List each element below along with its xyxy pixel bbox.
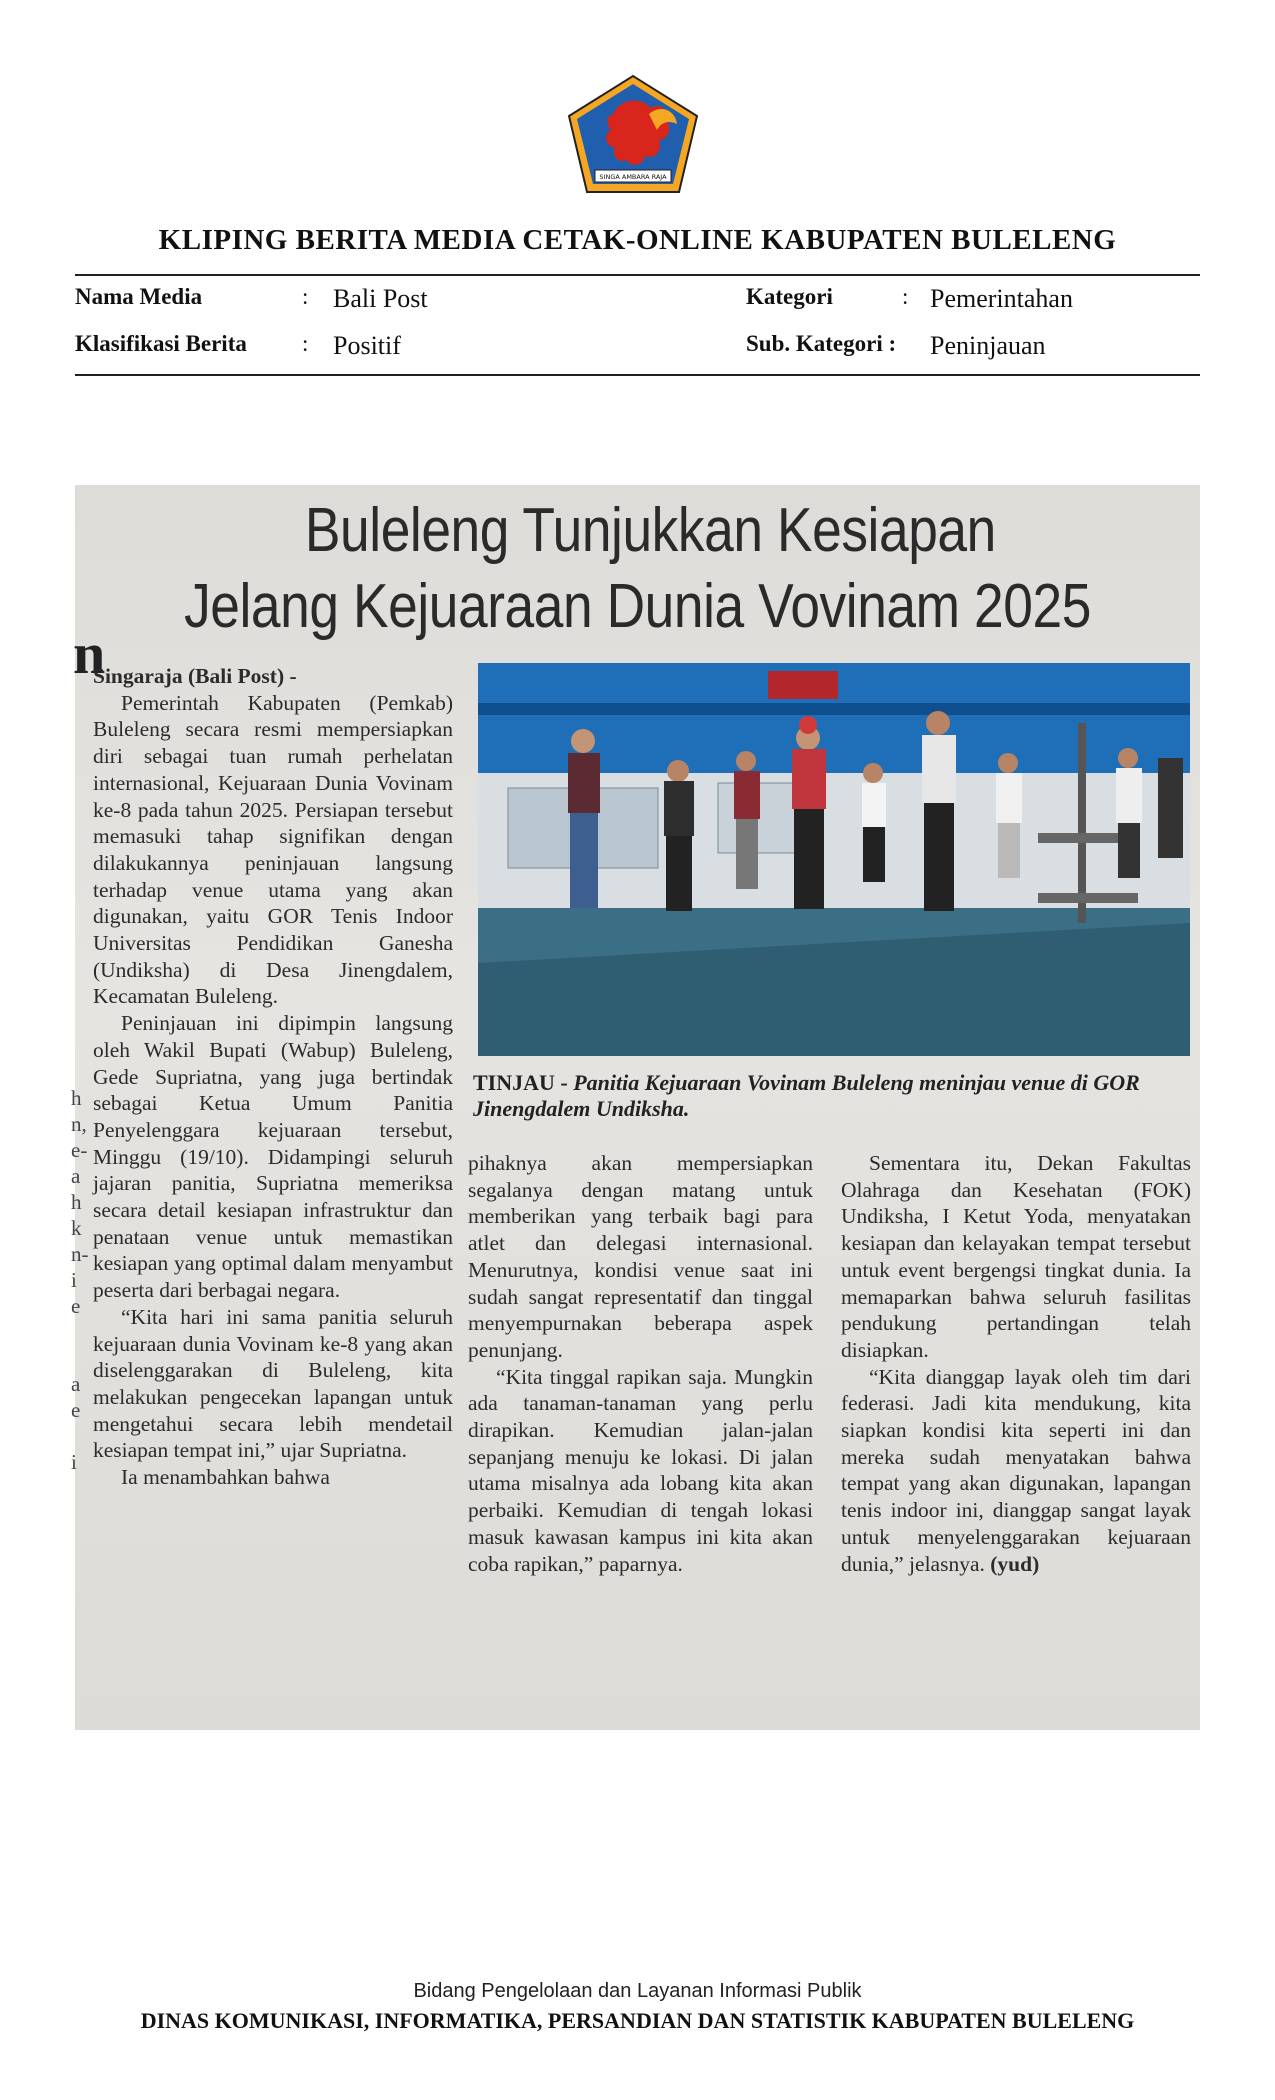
meta-divider — [75, 374, 1200, 376]
paragraph: “Kita dianggap layak oleh tim dari federasi. Jadi kita mendukung, kita siapkan kondisi kita seperti ini dan mereka sudah menyatakan bahwa tempat yang akan digunakan, lapangan tenis indoor ini, dianggap sangat layak untuk menyelenggarakan kejuaraan dunia,” jelasnya. — [841, 1364, 1191, 1576]
newspaper-clipping — [71, 485, 1200, 1730]
adjacent-article-fragment: n — [73, 621, 106, 686]
paragraph: Pemerintah Kabupaten (Pemkab) Buleleng secara resmi mempersiapkan diri sebagai tuan rumah perhelatan internasional, Kejuaraan Dunia Vovinam ke-8 pada tahun 2025. Persiapan tersebut memasuki tahap signifikan dengan dilakukannya peninjauan langsung terhadap venue utama yang akan digunakan, yaitu GOR Tenis Indoor Universitas Pendidikan Ganesha (Undiksha) di Desa Jinengdalem, Kecamatan Buleleng. — [93, 690, 453, 1009]
kategori-value: Pemerintahan — [930, 284, 1073, 313]
article-column-2 — [468, 1150, 813, 1577]
kategori-colon: : — [902, 284, 909, 309]
klasifikasi-colon: : — [302, 331, 309, 356]
footer-agency: DINAS KOMUNIKASI, INFORMATIKA, PERSANDIAN DAN STATISTIK KABUPATEN BULELENG — [140, 2008, 1135, 2033]
caption-lead: TINJAU - — [473, 1070, 568, 1095]
article-column-1 — [93, 663, 453, 1491]
photo-caption — [473, 1070, 1193, 1122]
article-column-3 — [841, 1150, 1191, 1577]
logo-motto: SINGA AMBARA RAJA — [599, 173, 667, 181]
media-value: Bali Post — [333, 284, 428, 313]
header-divider — [75, 274, 1200, 276]
subkategori-label: Sub. Kategori : — [746, 331, 897, 356]
headline-line-2: Jelang Kejuaraan Dunia Vovinam 2025 — [184, 572, 1091, 641]
subkategori-value: Peninjauan — [930, 331, 1046, 360]
media-colon: : — [302, 284, 309, 309]
kategori-label: Kategori — [746, 284, 833, 309]
paragraph: “Kita tinggal rapikan saja. Mungkin ada tanaman-tanaman yang perlu dirapikan. Kemudian jalan-jalan sepanjang menuju ke lokasi. Di jalan utama misalnya ada lobang kita akan perbaiki. Kemudian di tengah lokasi masuk kawasan kampus ini kita akan coba rapikan,” paparnya. — [468, 1364, 813, 1576]
caption-body: Panitia Kejuaraan Vovinam Buleleng meninjau venue di GOR Jinengdalem Undiksha. — [473, 1070, 1140, 1121]
media-label: Nama Media — [75, 284, 203, 309]
dateline: Singaraja (Bali Post) - — [93, 664, 297, 688]
klasifikasi-value: Positif — [333, 331, 401, 360]
paragraph: “Kita hari ini sama panitia seluruh kejuaraan dunia Vovinam ke-8 yang akan diselenggarakan di Buleleng, kita melakukan pengecekan lapangan untuk mengetahui secara lebih mendetail kesiapan tempat ini,” ujar Supriatna. — [93, 1304, 453, 1463]
paragraph: Ia menambahkan bahwa — [121, 1465, 330, 1490]
byline: (yud) — [990, 1551, 1040, 1576]
headline-line-1: Buleleng Tunjukkan Kesiapan — [304, 496, 996, 565]
paragraph: Peninjauan ini dipimpin langsung oleh Wakil Bupati (Wabup) Buleleng, Gede Supriatna, yang juga bertindak sebagai Ketua Umum Panitia Penyelenggara kejuaraan tersebut, Minggu (19/10). Didampingi seluruh jajaran panitia, Supriatna memeriksa secara detail kesiapan infrastruktur dan penataan venue untuk memastikan kesiapan yang optimal dalam menyambut peserta dari berbagai negara. — [93, 1011, 453, 1303]
klasifikasi-label: Klasifikasi Berita — [75, 331, 247, 356]
news-photo — [478, 663, 1190, 1056]
paragraph: pihaknya akan mempersiapkan segalanya dengan matang untuk memberikan yang terbaik bagi para atlet dan delegasi internasional. Menurutnya, kondisi venue saat ini sudah sangat representatif dan tinggal menyempurnakan beberapa aspek penunjang. — [468, 1151, 813, 1362]
photo-illustration — [478, 663, 1190, 1056]
article-headline — [154, 493, 1122, 645]
footer-department: Bidang Pengelolaan dan Layanan Informasi Publik — [413, 1980, 862, 2002]
document-title: KLIPING BERITA MEDIA CETAK-ONLINE KABUPATEN BULELENG — [158, 224, 1117, 256]
adjacent-column-fragment: h n, e- a h k n- i e a e i — [71, 1086, 89, 1474]
paragraph: Sementara itu, Dekan Fakultas Olahraga dan Kesehatan (FOK) Undiksha, I Ketut Yoda, menyatakan kesiapan dan kelayakan tempat tersebut untuk event bergengsi tingkat dunia. Ia memaparkan bahwa seluruh fasilitas pendukung pertandingan telah disiapkan. — [841, 1151, 1191, 1362]
buleleng-crest-logo — [565, 74, 701, 200]
